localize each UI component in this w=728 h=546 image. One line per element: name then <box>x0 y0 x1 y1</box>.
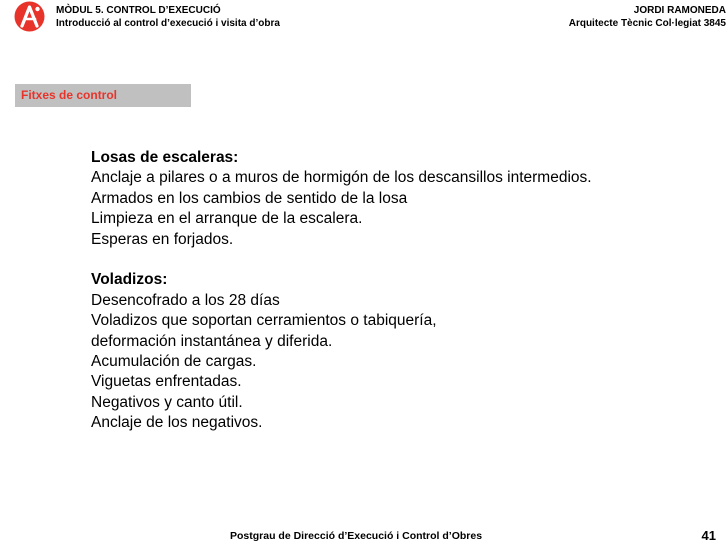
list-item: Negativos y canto útil. <box>91 393 243 411</box>
section-label: Fitxes de control <box>15 84 191 107</box>
author-name: JORDI RAMONEDA <box>633 5 726 16</box>
red-circle-a-logo-icon <box>14 1 45 32</box>
module-title: MÒDUL 5. CONTROL D’EXECUCIÓ <box>56 5 221 16</box>
header-right <box>569 4 726 30</box>
list-item: Armados en los cambios de sentido de la losa <box>91 189 408 207</box>
page-number: 41 <box>701 528 716 543</box>
list-item: Voladizos que soportan cerramientos o tabiquería, <box>91 312 437 330</box>
list-item: deformación instantánea y diferida. <box>91 332 333 350</box>
list-item: Desencofrado a los 28 días <box>91 291 280 309</box>
list-item: Anclaje de los negativos. <box>91 414 263 432</box>
list-item: Acumulación de cargas. <box>91 353 257 371</box>
spacer <box>91 250 592 270</box>
heading-losas-escaleras: Losas de escaleras: <box>91 149 239 166</box>
footer-course-title: Postgrau de Direcció d’Execució i Control d’Obres <box>230 530 483 542</box>
module-subtitle: Introducció al control d’execució i visita d’obra <box>56 18 280 29</box>
list-item: Anclaje a pilares o a muros de hormigón de los descansillos intermedios. <box>91 169 592 187</box>
list-item: Esperas en forjados. <box>91 230 234 248</box>
header-left <box>56 4 280 30</box>
author-credential: Arquitecte Tècnic Col·legiat 3845 <box>568 18 726 29</box>
list-item: Viguetas enfrentadas. <box>91 373 242 391</box>
slide-content <box>91 148 592 434</box>
list-item: Limpieza en el arranque de la escalera. <box>91 210 363 228</box>
heading-voladizos: Voladizos: <box>91 271 168 289</box>
